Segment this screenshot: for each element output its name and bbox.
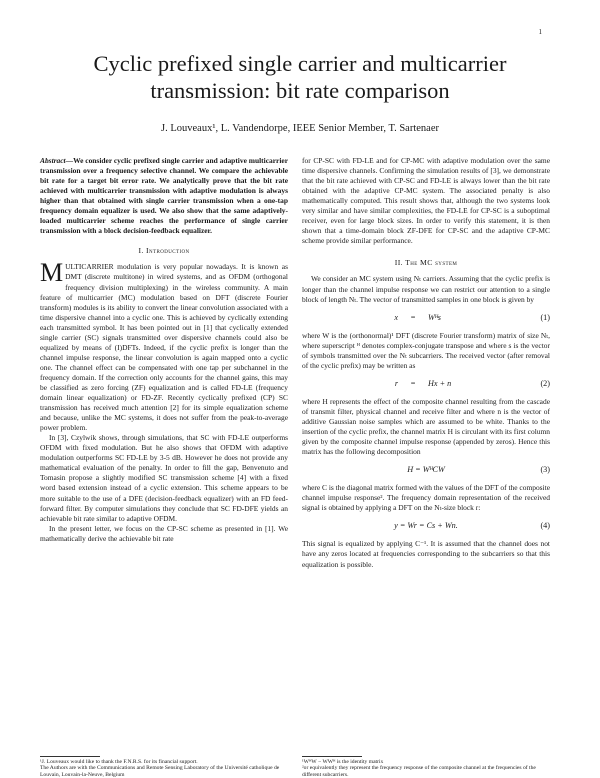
footnote-rule (302, 756, 362, 757)
equation-2-number: (2) (540, 378, 550, 388)
mc-paragraph-4: where C is the diagonal matrix formed with the values of the DFT of the composite channel impulse response². The frequency domain representation of the received signal is obtained by applying a DFT on the Nₜ-size block r: (302, 483, 550, 513)
section-heading-introduction: I. Introduction (138, 246, 190, 256)
footnote-frequency-response: ²or equivalently they represent the frequency response of the composite channel at the frequencies of the different subcarriers. (302, 765, 536, 778)
footnote-funding: ¹J. Louveaux would like to thank the F.N.R.S. for its financial support. (40, 759, 198, 765)
author-line: J. Louveaux¹, L. Vandendorpe, IEEE Senior Member, T. Sartenaer (161, 123, 439, 134)
equation-3-expression: H = WᴴCW (407, 465, 445, 475)
intro-paragraph-3: In the present letter, we focus on the CP-SC scheme as presented in [1]. We mathematically derive the achievable bit rate (40, 523, 288, 543)
mc-paragraph-2: where W is the (orthonormal)¹ DFT (discrete Fourier transform) matrix of size Nₜ, where superscript ᴴ denotes complex-conjugate transpose and where s is the vector of symbols transmitted over the Nₜ subcarriers. The received vector (after removal of the cyclic prefix) may be written as (302, 330, 550, 370)
equation-1-operator: = (410, 312, 416, 322)
left-column (40, 156, 288, 544)
right-column (302, 156, 550, 570)
equation-1-number: (1) (540, 312, 550, 322)
equation-4-expression: y = Wr = Cs + Wn. (394, 521, 458, 531)
equation-1-rhs: Wᴴs (428, 312, 441, 322)
equation-3-number: (3) (540, 465, 550, 475)
page-number: 1 (538, 28, 542, 36)
abstract-label: Abstract— (40, 156, 74, 165)
paper-title: Cyclic prefixed single carrier and multicarrier transmission: bit rate comparison (93, 51, 507, 103)
intro-paragraph-3-continued: for CP-SC with FD-LE and for CP-MC with adaptive modulation over the same time dispersive channels. Confirming the simulation results of [3], we demonstrate that the bit rate achieved with CP-SC and FD-LE is always lower than the bit rate obtained with the adaptive CP-MC system. The associated penalty is also mathematically computed. This result shows that, although the two systems look very similar and have similar complexities, the FD-LE for CP-SC is a suboptimal receiver, even for large block sizes. In order to verify this statement, it is then shown that a time-domain block ZF-DFE for CP-SC and the adaptive CP-MC scheme provide similar performance. (302, 156, 550, 246)
section-heading-mc-system: II. The MC system (394, 258, 458, 268)
equation-4-number: (4) (540, 521, 550, 531)
intro-paragraph-1 (40, 258, 288, 433)
equation-2-rhs: Hx + n (428, 378, 452, 388)
abstract-text: We consider cyclic prefixed single carrier and adaptive multicarrier transmission over a frequency selective channel. We compare the achievable bit rate for a target bit error rate. We analytically prove that the bit rate achieved with multicarrier transmission with adaptive modulation is always higher than that obtained with single carrier transmission when a one-tap frequency domain equalizer is used. We also show that the same adaptively-loaded multicarrier scheme reaches the performance of single carrier transmission with a block decision-feedback equalizer. (40, 156, 288, 236)
right-footnotes (302, 756, 550, 778)
intro-paragraph-1-text: ULTICARRIER modulation is very popular nowadays. It is known as DMT (discrete multitone) in wired systems, and as OFDM (orthogonal frequency division multiplexing) in the wireless community. A main feature of multicarrier (MC) modulation based on DFT (discrete Fourier transform) modules is its ability to convert the linear convolution associated with a time dispersive channel into a cyclic one. This is achieved by cyclically extending each transmitted symbol. It has been pointed out in [1] that cyclically extended single carrier (SC) signals transmitted over dispersive channels could also be equalized by means of (I)DFTs. Indeed, if the cyclic prefix is longer than the channel impulse response, the linear convolution is again mapped onto a cyclic one. The channel effect can be compensated with one tap per subchannel in the frequency domain. If the correction only accounts for the channel gains, this may be classified as zero forcing (ZF) equalization and is called FD-LE (frequency domain linear equalization) or FD-ZF. Recently cyclically prefixed (CP) SC transmission has received much attention [2] for its simple equalization scheme and because, unlike the MC systems, it does not suffer from the peak-to-average power problem. (40, 262, 288, 433)
equation-4 (302, 521, 550, 531)
footnote-rule (40, 756, 100, 757)
equation-2-lhs: r (394, 378, 398, 388)
equation-2-operator: = (410, 378, 416, 388)
equation-2 (302, 379, 550, 389)
mc-paragraph-1: We consider an MC system using Nₜ carriers. Assuming that the cyclic prefix is longer than the channel impulse response we can restrict our attention to a single block of length Nₜ. The vector of transmitted samples in one block is given by (302, 274, 550, 304)
equation-1 (302, 313, 550, 323)
intro-paragraph-2: In [3], Czylwik shows, through simulations, that SC with FD-LE outperforms OFDM with fixed modulation. But he also shows that OFDM with adaptive modulation outperforms SC FD-LE by 3-5 dB. However he does not provide any mathematical evaluation of the penalty. In order to fill the gap, Benvenuto and Tomasin propose a slightly modified SC transmission scheme [4] with a fixed word based extension instead of a cyclic extension. This scheme appears to be more suitable to the use of a DFE (decision-feedback equalizer) with an FD feed-forward filter. By computer simulations they conclude that SC FD-DFE yields an achievable bit rate similar to adaptive OFDM. (40, 433, 288, 523)
left-footnotes (40, 756, 288, 778)
mc-paragraph-3: where H represents the effect of the composite channel resulting from the cascade of transmit filter, physical channel and receive filter and where n is the vector of additive Gaussian noise samples which are assumed to be white. Thanks to the insertion of the cyclic prefix, the channel matrix H is circulant with its first column given by the composite channel impulse response (appended by zeros). Hence this matrix has the following decomposition (302, 396, 550, 457)
footnote-identity-matrix: ¹WᴴW − WWᴴ is the identity matrix (302, 759, 384, 765)
mc-paragraph-5: This signal is equalized by applying C⁻¹. It is assumed that the channel does not have any zeros located at frequencies corresponding to the subcarriers so that this equalization is possible. (302, 539, 550, 569)
equation-1-lhs: x (394, 312, 398, 322)
footnote-affiliation: The Authors are with the Communications and Remote Sensing Laboratory of the Université catholique de Louvain, Louvain-la-Neuve, Belgium (40, 765, 280, 778)
equation-3 (302, 465, 550, 475)
abstract (40, 156, 288, 236)
drop-cap-letter: M (40, 258, 64, 288)
